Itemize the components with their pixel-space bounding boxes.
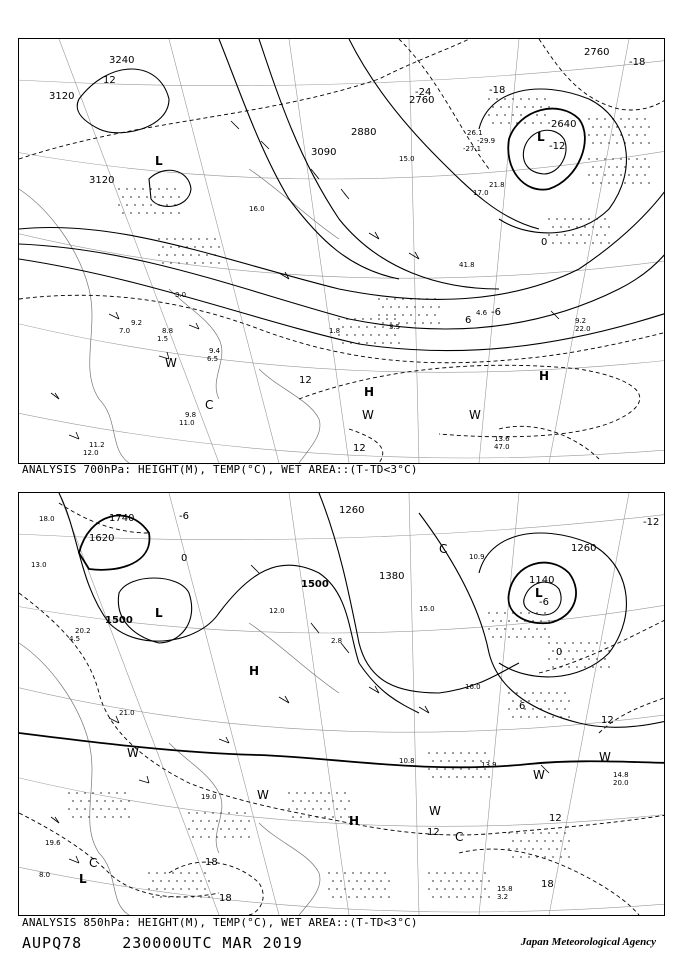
station-value: -27.1 bbox=[463, 145, 482, 153]
contour-label: 1140 bbox=[529, 575, 555, 586]
station-value: 15.0 bbox=[399, 155, 415, 163]
station-value: 4.6 bbox=[476, 309, 488, 317]
contour-label: 1260 bbox=[571, 543, 597, 554]
warm-center: W bbox=[469, 408, 481, 422]
centers-850 bbox=[79, 542, 611, 886]
graticule-700 bbox=[19, 39, 664, 463]
station-value: 14.8 bbox=[613, 771, 629, 779]
contour-label: 1740 bbox=[109, 513, 135, 524]
wet-area-700 bbox=[118, 98, 650, 344]
temp-label: -12 bbox=[643, 517, 660, 528]
temp-label: 12 bbox=[601, 715, 614, 726]
station-value: 18.0 bbox=[39, 515, 55, 523]
contour-label: 3240 bbox=[109, 55, 135, 66]
station-value: 15.8 bbox=[497, 885, 513, 893]
temp-label: 12 bbox=[549, 813, 562, 824]
temp-label: -6 bbox=[539, 597, 549, 608]
station-value: 22.0 bbox=[575, 325, 591, 333]
chart-id-line bbox=[22, 934, 333, 952]
warm-center: W bbox=[165, 356, 177, 370]
temp-label: -12 bbox=[549, 141, 566, 152]
low-center: L bbox=[535, 586, 543, 600]
agency-name: Japan Meteorological Agency bbox=[520, 936, 656, 948]
low-center: L bbox=[155, 154, 163, 168]
warm-center: W bbox=[533, 768, 545, 782]
temp-label: 18 bbox=[219, 893, 232, 904]
isotherms-700 bbox=[19, 39, 664, 463]
temp-label: 18 bbox=[205, 857, 218, 868]
caption-700hpa: ANALYSIS 700hPa: HEIGHT(M), TEMP(°C), WET AREA::(T-TD<3°C) bbox=[22, 463, 418, 476]
contour-labels-850 bbox=[89, 505, 596, 626]
temp-label: 0 bbox=[541, 237, 548, 248]
map-700-svg bbox=[19, 39, 664, 463]
station-value: 9.4 bbox=[209, 347, 221, 355]
station-value: 3.5 bbox=[389, 323, 401, 331]
warm-center: W bbox=[429, 804, 441, 818]
cold-center: C bbox=[439, 542, 448, 556]
map-850-svg bbox=[19, 493, 664, 915]
high-center: H bbox=[364, 385, 375, 399]
station-value: 11.2 bbox=[89, 441, 105, 449]
station-value: 6.5 bbox=[207, 355, 219, 363]
contour-label: 2880 bbox=[351, 127, 377, 138]
high-center: H bbox=[349, 814, 360, 828]
temp-label: 6 bbox=[519, 701, 526, 712]
temp-label: 0 bbox=[181, 553, 188, 564]
station-value: 2.8 bbox=[331, 637, 343, 645]
station-value: 17.0 bbox=[473, 189, 489, 197]
station-value: 21.8 bbox=[489, 181, 505, 189]
station-value: 15.0 bbox=[419, 605, 435, 613]
height-contours-700 bbox=[19, 39, 664, 351]
station-value: 47.0 bbox=[494, 443, 510, 451]
temp-label: 12 bbox=[299, 375, 312, 386]
station-value: 9.2 bbox=[575, 317, 587, 325]
station-value: 19.6 bbox=[45, 839, 61, 847]
valid-time: 230000UTC MAR 2019 bbox=[122, 934, 303, 952]
station-value: 13.0 bbox=[31, 561, 47, 569]
temp-label: -24 bbox=[415, 87, 432, 98]
low-center: L bbox=[155, 606, 163, 620]
temp-label: 0 bbox=[556, 647, 563, 658]
low-center: L bbox=[537, 130, 545, 144]
temp-label: -6 bbox=[179, 511, 189, 522]
low-center: L bbox=[79, 872, 87, 886]
temperature-labels-700 bbox=[103, 57, 645, 454]
wet-area-850 bbox=[68, 612, 610, 898]
temp-label: 6 bbox=[465, 315, 472, 326]
warm-center: W bbox=[599, 750, 611, 764]
station-values-700 bbox=[83, 129, 591, 457]
contour-label: 3120 bbox=[49, 91, 75, 102]
contour-label: 3090 bbox=[311, 147, 337, 158]
station-value: 8.0 bbox=[39, 871, 51, 879]
station-value: 3.2 bbox=[497, 893, 509, 901]
temp-label: -6 bbox=[491, 307, 501, 318]
station-value: 13.6 bbox=[494, 435, 510, 443]
station-value: 41.8 bbox=[459, 261, 475, 269]
graticule-850 bbox=[19, 493, 664, 915]
temp-label: -18 bbox=[629, 57, 646, 68]
caption-850hpa: ANALYSIS 850hPa: HEIGHT(M), TEMP(°C), WET AREA::(T-TD<3°C) bbox=[22, 916, 418, 929]
temp-label: 12 bbox=[427, 827, 440, 838]
station-value: 10.9 bbox=[469, 553, 485, 561]
station-values-850 bbox=[31, 515, 629, 901]
station-value: 20.2 bbox=[75, 627, 91, 635]
chart-code: AUPQ78 bbox=[22, 934, 83, 952]
temp-label: 12 bbox=[353, 443, 366, 454]
station-value: 1.8 bbox=[329, 327, 341, 335]
contour-label: 1500 bbox=[301, 579, 329, 590]
high-center: H bbox=[249, 664, 260, 678]
station-value: 13.9 bbox=[481, 761, 497, 769]
station-value: 1.5 bbox=[157, 335, 169, 343]
station-value: 12.0 bbox=[83, 449, 99, 457]
station-value: 11.0 bbox=[179, 419, 195, 427]
coastline-850 bbox=[19, 623, 339, 915]
station-value: 16.0 bbox=[465, 683, 481, 691]
station-value: 26.1 bbox=[467, 129, 483, 137]
temp-label: -18 bbox=[489, 85, 506, 96]
station-value: 4.5 bbox=[69, 635, 81, 643]
station-value: 21.0 bbox=[119, 709, 135, 717]
cold-center: C bbox=[205, 398, 214, 412]
station-value: 7.0 bbox=[119, 327, 131, 335]
analysis-850hpa-map bbox=[18, 492, 665, 916]
contour-label: 2760 bbox=[584, 47, 610, 58]
station-value: 9.2 bbox=[131, 319, 143, 327]
temp-label: 12 bbox=[103, 75, 116, 86]
high-center: H bbox=[539, 369, 550, 383]
warm-center: W bbox=[127, 746, 139, 760]
centers-700 bbox=[155, 130, 549, 422]
contour-label: 1500 bbox=[105, 615, 133, 626]
station-value: 3.0 bbox=[175, 291, 187, 299]
contour-label: 3120 bbox=[89, 175, 115, 186]
contour-label: 1620 bbox=[89, 533, 115, 544]
station-value: 10.8 bbox=[399, 757, 415, 765]
cold-center: C bbox=[89, 856, 98, 870]
contour-label: 1380 bbox=[379, 571, 405, 582]
station-value: 16.0 bbox=[249, 205, 265, 213]
contour-label: 2760 bbox=[409, 95, 435, 106]
contour-label: 2640 bbox=[551, 119, 577, 130]
station-value: 8.8 bbox=[162, 327, 174, 335]
station-value: 9.8 bbox=[185, 411, 197, 419]
station-value: 19.0 bbox=[201, 793, 217, 801]
station-value: 20.0 bbox=[613, 779, 629, 787]
station-value: 12.0 bbox=[269, 607, 285, 615]
warm-center: W bbox=[257, 788, 269, 802]
temp-label: 18 bbox=[541, 879, 554, 890]
analysis-700hpa-map bbox=[18, 38, 665, 464]
cold-center: C bbox=[455, 830, 464, 844]
warm-center: W bbox=[362, 408, 374, 422]
contour-label: 1260 bbox=[339, 505, 365, 516]
station-value: -29.9 bbox=[477, 137, 496, 145]
